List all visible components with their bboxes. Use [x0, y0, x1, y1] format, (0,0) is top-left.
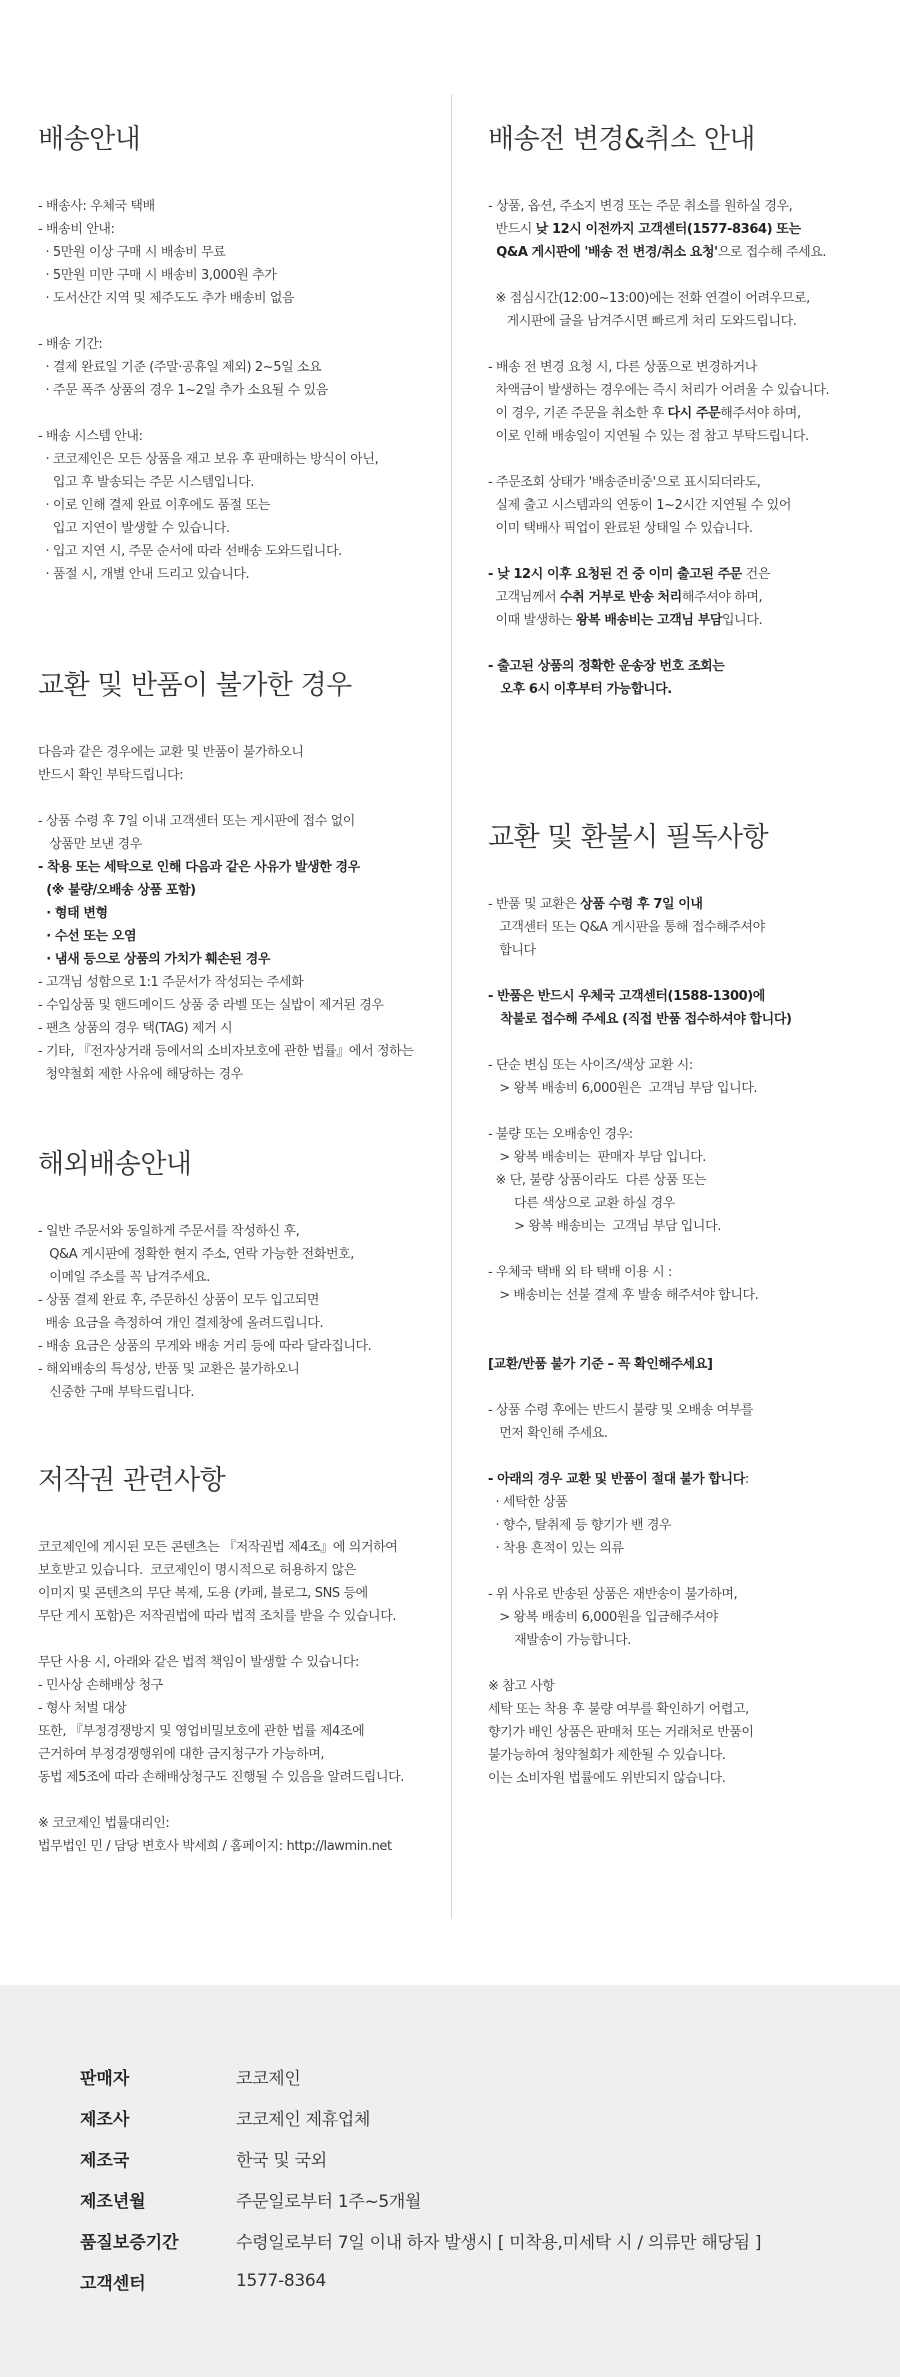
- line-segment: 반드시: [488, 222, 536, 237]
- section-body: [488, 893, 888, 1790]
- info-row-manufacture-date: [80, 2185, 421, 2213]
- line-segment: - 팬츠 상품의 경우 택(TAG) 제거 시: [38, 1021, 233, 1036]
- line-segment: - 민사상 손해배상 청구: [38, 1678, 163, 1693]
- line-segment: 코코제인에 게시된 모든 콘텐츠는 『저작권법 제4조』에 의거하여: [38, 1540, 398, 1555]
- line-segment: 건은: [741, 567, 771, 582]
- body-line: [38, 971, 438, 994]
- body-line: [38, 1812, 438, 1835]
- body-line: [488, 1261, 888, 1284]
- info-row-warranty: [80, 2226, 761, 2254]
- section-title: 배송전 변경&취소 안내: [488, 124, 755, 155]
- line-segment: :: [744, 1472, 749, 1487]
- line-segment: 이때 발생하는: [488, 613, 576, 628]
- blank-line: [488, 1376, 888, 1399]
- body-line: [488, 218, 888, 241]
- line-segment: 청약철회 제한 사유에 해당하는 경우: [38, 1067, 243, 1082]
- line-segment: 동법 제5조에 따라 손해배상청구도 진행될 수 있음을 알려드립니다.: [38, 1770, 404, 1785]
- line-segment: · 품절 시, 개별 안내 드리고 있습니다.: [38, 567, 250, 582]
- line-segment: - 기타, 『전자상거래 등에서의 소비자보호에 관한 법률』에서 정하는: [38, 1044, 414, 1059]
- section-body: [38, 195, 438, 586]
- body-line: [38, 879, 438, 902]
- body-line: [488, 1077, 888, 1100]
- body-line: [38, 448, 438, 471]
- line-segment: 으로 접수해 주세요.: [717, 245, 827, 260]
- line-segment: 상품 수령 후 7일 이내: [580, 897, 703, 912]
- body-line: [38, 1266, 438, 1289]
- line-segment: 세탁 또는 착용 후 불량 여부를 확인하기 어렵고,: [488, 1702, 749, 1717]
- body-line: [38, 925, 438, 948]
- line-segment: > 왕복 배송비는 고객님 부담 입니다.: [488, 1219, 721, 1234]
- body-line: [38, 994, 438, 1017]
- info-value: 한국 및 국외: [236, 2150, 327, 2171]
- body-line: [38, 563, 438, 586]
- line-segment: - 배송 기간:: [38, 337, 103, 352]
- body-line: [488, 1698, 888, 1721]
- info-value: 1577-8364: [236, 2271, 326, 2291]
- body-line: [38, 264, 438, 287]
- line-segment: 먼저 확인해 주세요.: [488, 1426, 608, 1441]
- line-segment: 법무법인 민 / 담당 변호사 박세희 / 홈페이지: http://lawmin.net: [38, 1839, 392, 1854]
- line-segment: 신중한 구매 부탁드립니다.: [38, 1385, 195, 1400]
- line-segment: 배송 요금을 측정하여 개인 결제창에 올려드립니다.: [38, 1316, 324, 1331]
- blank-line: [488, 264, 888, 287]
- line-segment: 근거하여 부정경쟁행위에 대한 금지청구가 가능하며,: [38, 1747, 325, 1762]
- info-label: 품질보증기간: [80, 2232, 179, 2253]
- body-line: [38, 1697, 438, 1720]
- line-segment: 수취 거부로 반송 처리: [560, 590, 682, 605]
- body-line: [38, 1017, 438, 1040]
- line-segment: - 불량 또는 오배송인 경우:: [488, 1127, 633, 1142]
- line-segment: 반드시 확인 부탁드립니다:: [38, 768, 184, 783]
- body-line: [488, 195, 888, 218]
- line-segment: · 수선 또는 오염: [38, 929, 137, 944]
- line-segment: 고객센터 또는 Q&A 게시판을 통해 접수해주셔야: [488, 920, 765, 935]
- line-segment: 이미 택배사 픽업이 완료된 상태일 수 있습니다.: [488, 521, 753, 536]
- blank-line: [38, 787, 438, 810]
- blank-line: [488, 333, 888, 356]
- section-body: [38, 1220, 438, 1404]
- body-line: [488, 402, 888, 425]
- body-line: [38, 1358, 438, 1381]
- body-line: [38, 1605, 438, 1628]
- body-line: [488, 471, 888, 494]
- body-line: [488, 563, 888, 586]
- info-value: 수령일로부터 7일 이내 하자 발생시 [ 미착용,미세탁 시 / 의류만 해당됨 ]: [236, 2232, 762, 2253]
- line-segment: - 배송 전 변경 요청 시, 다른 상품으로 변경하거나: [488, 360, 757, 375]
- line-segment: · 5만원 미만 구매 시 배송비 3,000원 추가: [38, 268, 277, 283]
- body-line: [38, 741, 438, 764]
- body-line: [488, 1629, 888, 1652]
- line-segment: - 낮 12시 이후 요청된 건 중 이미 출고된 주문: [488, 567, 742, 582]
- body-line: [488, 1353, 888, 1376]
- body-line: [488, 1468, 888, 1491]
- body-line: [38, 1040, 438, 1063]
- line-segment: · 주문 폭주 상품의 경우 1~2일 추가 소요될 수 있음: [38, 383, 328, 398]
- body-line: [38, 1335, 438, 1358]
- line-segment: 무단 게시 포함)은 저작권법에 따라 법적 조치를 받을 수 있습니다.: [38, 1609, 397, 1624]
- section-change-cancel: [488, 122, 888, 701]
- body-line: [38, 1835, 438, 1858]
- info-row-customer-center: [80, 2267, 326, 2295]
- section-overseas-shipping: [38, 1147, 438, 1404]
- line-segment: - 상품, 옵션, 주소지 변경 또는 주문 취소를 원하실 경우,: [488, 199, 793, 214]
- line-segment: - 우체국 택배 외 타 택배 이용 시 :: [488, 1265, 673, 1280]
- body-line: [488, 1146, 888, 1169]
- body-line: [38, 1063, 438, 1086]
- body-line: [38, 1651, 438, 1674]
- body-line: [38, 764, 438, 787]
- line-segment: Q&A 게시판에 정확한 현지 주소, 연락 가능한 전화번호,: [38, 1247, 355, 1262]
- body-line: [38, 833, 438, 856]
- body-line: [38, 241, 438, 264]
- body-line: [488, 1169, 888, 1192]
- body-line: [38, 425, 438, 448]
- line-segment: · 향수, 탈취제 등 향기가 밴 경우: [488, 1518, 672, 1533]
- body-line: [488, 678, 888, 701]
- line-segment: [교환/반품 불가 기준 – 꼭 확인해주세요]: [488, 1357, 713, 1372]
- body-line: [38, 195, 438, 218]
- line-segment: 다음과 같은 경우에는 교환 및 반품이 불가하오니: [38, 745, 304, 760]
- line-segment: - 출고된 상품의 정확한 운송장 번호 조회는: [488, 659, 725, 674]
- body-line: [488, 893, 888, 916]
- blank-line: [38, 310, 438, 333]
- body-line: [488, 1192, 888, 1215]
- line-segment: · 코코제인은 모든 상품을 재고 보유 후 판매하는 방식이 아닌,: [38, 452, 379, 467]
- body-line: [38, 287, 438, 310]
- info-value: 주문일로부터 1주~5개월: [236, 2191, 422, 2212]
- section-refund-notice: [488, 820, 888, 1790]
- body-line: [38, 1243, 438, 1266]
- line-segment: · 입고 지연 시, 주문 순서에 따라 선배송 도와드립니다.: [38, 544, 342, 559]
- blank-line: [38, 1628, 438, 1651]
- blank-line: [488, 1330, 888, 1353]
- blank-line: [488, 540, 888, 563]
- line-segment: - 해외배송의 특성상, 반품 및 교환은 불가하오니: [38, 1362, 300, 1377]
- info-value: 코코제인 제휴업체: [236, 2109, 371, 2130]
- body-line: [38, 540, 438, 563]
- body-line: [488, 655, 888, 678]
- line-segment: 왕복 배송비는 고객님 부담: [575, 613, 723, 628]
- body-line: [38, 471, 438, 494]
- line-segment: > 왕복 배송비는 판매자 부담 입니다.: [488, 1150, 707, 1165]
- body-line: [488, 425, 888, 448]
- line-segment: - 일반 주문서와 동일하게 주문서를 작성하신 후,: [38, 1224, 300, 1239]
- info-label: 제조년월: [80, 2191, 146, 2212]
- body-line: [488, 1399, 888, 1422]
- line-segment: · 착용 흔적이 있는 의류: [488, 1541, 624, 1556]
- section-title: 교환 및 환불시 필독사항: [488, 822, 769, 853]
- section-no-exchange: [38, 668, 438, 1086]
- line-segment: ※ 참고 사항: [488, 1679, 555, 1694]
- section-body: [488, 195, 888, 701]
- line-segment: > 왕복 배송비 6,000원을 입금해주셔야: [488, 1610, 718, 1625]
- blank-line: [488, 1652, 888, 1675]
- line-segment: 이메일 주소를 꼭 남겨주세요.: [38, 1270, 211, 1285]
- body-line: [488, 310, 888, 333]
- section-title: 해외배송안내: [38, 1149, 192, 1180]
- line-segment: 실제 출고 시스템과의 연동이 1~2시간 지연될 수 있어: [488, 498, 791, 513]
- line-segment: - 상품 수령 후에는 반드시 불량 및 오배송 여부를: [488, 1403, 754, 1418]
- line-segment: 오후 6시 이후부터 가능합니다.: [488, 682, 672, 697]
- line-segment: · 도서산간 지역 및 제주도도 추가 배송비 없음: [38, 291, 295, 306]
- line-segment: - 배송 요금은 상품의 무게와 배송 거리 등에 따라 달라집니다.: [38, 1339, 372, 1354]
- body-line: [488, 241, 888, 264]
- info-label: 제조국: [80, 2150, 130, 2171]
- body-line: [488, 1284, 888, 1307]
- blank-line: [488, 962, 888, 985]
- line-segment: > 배송비는 선불 결제 후 발송 해주셔야 합니다.: [488, 1288, 759, 1303]
- line-segment: 다시 주문: [667, 406, 721, 421]
- line-segment: > 왕복 배송비 6,000원은 고객님 부담 입니다.: [488, 1081, 758, 1096]
- line-segment: - 형사 처벌 대상: [38, 1701, 127, 1716]
- line-segment: - 배송 시스템 안내:: [38, 429, 143, 444]
- body-line: [488, 1606, 888, 1629]
- body-line: [488, 1054, 888, 1077]
- line-segment: 재발송이 가능합니다.: [488, 1633, 632, 1648]
- body-line: [488, 1008, 888, 1031]
- body-line: [488, 1491, 888, 1514]
- body-line: [488, 1583, 888, 1606]
- line-segment: · 형태 변형: [38, 906, 108, 921]
- info-label: 고객센터: [80, 2273, 146, 2294]
- body-line: [38, 333, 438, 356]
- blank-line: [488, 632, 888, 655]
- body-line: [38, 1582, 438, 1605]
- body-line: [488, 1123, 888, 1146]
- section-body: [38, 741, 438, 1086]
- line-segment: - 배송비 안내:: [38, 222, 115, 237]
- line-segment: - 단순 변심 또는 사이즈/색상 교환 시:: [488, 1058, 693, 1073]
- body-line: [488, 916, 888, 939]
- body-line: [488, 517, 888, 540]
- line-segment: Q&A 게시판에 '배송 전 변경/취소 요청': [488, 245, 718, 260]
- line-segment: · 세탁한 상품: [488, 1495, 568, 1510]
- body-line: [38, 1536, 438, 1559]
- line-segment: - 위 사유로 반송된 상품은 재반송이 불가하며,: [488, 1587, 738, 1602]
- line-segment: ※ 점심시간(12:00~13:00)에는 전화 연결이 어려우므로,: [488, 291, 810, 306]
- blank-line: [38, 402, 438, 425]
- line-segment: 또한, 『부정경쟁방지 및 영업비밀보호에 관한 법률 제4조에: [38, 1724, 365, 1739]
- line-segment: 착불로 접수해 주세요 (직접 반품 접수하셔야 합니다): [488, 1012, 792, 1027]
- body-line: [38, 1674, 438, 1697]
- body-line: [488, 287, 888, 310]
- line-segment: - 주문조회 상태가 '배송준비중'으로 표시되더라도,: [488, 475, 761, 490]
- body-line: [38, 1289, 438, 1312]
- line-segment: - 반품은 반드시 우체국 고객센터(1588-1300)에: [488, 989, 765, 1004]
- body-line: [38, 494, 438, 517]
- body-line: [38, 948, 438, 971]
- blank-line: [488, 1238, 888, 1261]
- line-segment: ※ 코코제인 법률대리인:: [38, 1816, 170, 1831]
- line-segment: ※ 단, 불량 상품이라도 다른 상품 또는: [488, 1173, 707, 1188]
- blank-line: [38, 1789, 438, 1812]
- info-label: 제조사: [80, 2109, 130, 2130]
- line-segment: 입고 지연이 발생할 수 있습니다.: [38, 521, 230, 536]
- body-line: [488, 586, 888, 609]
- line-segment: 상품만 보낸 경우: [38, 837, 142, 852]
- section-copyright: [38, 1463, 438, 1858]
- body-line: [38, 810, 438, 833]
- body-line: [38, 1312, 438, 1335]
- line-segment: 무단 사용 시, 아래와 같은 법적 책임이 발생할 수 있습니다:: [38, 1655, 359, 1670]
- line-segment: · 냄새 등으로 상품의 가치가 훼손된 경우: [38, 952, 271, 967]
- section-title: 교환 및 반품이 불가한 경우: [38, 670, 352, 701]
- info-row-manufacturer: [80, 2103, 370, 2131]
- blank-line: [488, 1031, 888, 1054]
- line-segment: 향기가 배인 상품은 판매처 또는 거래처로 반품이: [488, 1725, 754, 1740]
- product-info-panel: [0, 1985, 900, 2377]
- blank-line: [488, 1445, 888, 1468]
- line-segment: 고객님께서: [488, 590, 560, 605]
- info-row-country: [80, 2144, 327, 2172]
- line-segment: 입고 후 발송되는 주문 시스템입니다.: [38, 475, 254, 490]
- info-row-seller: [80, 2062, 301, 2090]
- body-line: [488, 1744, 888, 1767]
- body-line: [488, 1767, 888, 1790]
- body-line: [38, 517, 438, 540]
- body-line: [38, 1381, 438, 1404]
- line-segment: - 배송사: 우체국 택배: [38, 199, 155, 214]
- line-segment: - 착용 또는 세탁으로 인해 다음과 같은 사유가 발생한 경우: [38, 860, 360, 875]
- line-segment: · 결제 완료일 기준 (주말·공휴일 제외) 2~5일 소요: [38, 360, 322, 375]
- blank-line: [488, 1307, 888, 1330]
- body-line: [38, 1220, 438, 1243]
- line-segment: 다른 색상으로 교환 하실 경우: [488, 1196, 675, 1211]
- line-segment: - 고객님 성함으로 1:1 주문서가 작성되는 주세화: [38, 975, 304, 990]
- body-line: [488, 1514, 888, 1537]
- blank-line: [488, 1100, 888, 1123]
- line-segment: 불가능하여 청약철회가 제한될 수 있습니다.: [488, 1748, 726, 1763]
- line-segment: 해주셔야 하며,: [720, 406, 801, 421]
- blank-line: [488, 448, 888, 471]
- line-segment: 입니다.: [722, 613, 763, 628]
- body-line: [488, 1537, 888, 1560]
- line-segment: 해주셔야 하며,: [681, 590, 763, 605]
- body-line: [38, 1743, 438, 1766]
- section-body: [38, 1536, 438, 1858]
- body-line: [38, 902, 438, 925]
- body-line: [488, 985, 888, 1008]
- line-segment: 이미지 및 콘텐츠의 무단 복제, 도용 (카페, 블로그, SNS 등에: [38, 1586, 368, 1601]
- body-line: [38, 856, 438, 879]
- body-line: [488, 1675, 888, 1698]
- body-line: [488, 1721, 888, 1744]
- body-line: [38, 1720, 438, 1743]
- blank-line: [488, 1560, 888, 1583]
- body-line: [38, 379, 438, 402]
- column-divider: [451, 94, 452, 1919]
- line-segment: 이 경우, 기존 주문을 취소한 후: [488, 406, 668, 421]
- line-segment: · 이로 인해 결제 완료 이후에도 품절 또는: [38, 498, 270, 513]
- line-segment: - 상품 수령 후 7일 이내 고객센터 또는 게시판에 접수 없이: [38, 814, 355, 829]
- line-segment: - 아래의 경우 교환 및 반품이 절대 불가 합니다: [488, 1472, 745, 1487]
- line-segment: 낮 12시 이전까지 고객센터(1577-8364) 또는: [535, 222, 801, 237]
- section-title: 배송안내: [38, 124, 141, 155]
- body-line: [38, 1766, 438, 1789]
- body-line: [38, 1559, 438, 1582]
- line-segment: 보호받고 있습니다. 코코제인이 명시적으로 허용하지 않은: [38, 1563, 356, 1578]
- info-value: 코코제인: [236, 2068, 301, 2089]
- line-segment: 이로 인해 배송일이 지연될 수 있는 점 참고 부탁드립니다.: [488, 429, 809, 444]
- body-line: [488, 1422, 888, 1445]
- line-segment: (※ 불량/오배송 상품 포함): [38, 883, 196, 898]
- section-title: 저작권 관련사항: [38, 1465, 226, 1496]
- section-shipping-info: [38, 122, 438, 586]
- body-line: [488, 356, 888, 379]
- line-segment: · 5만원 이상 구매 시 배송비 무료: [38, 245, 226, 260]
- body-line: [488, 379, 888, 402]
- body-line: [488, 1215, 888, 1238]
- body-line: [488, 939, 888, 962]
- line-segment: 차액금이 발생하는 경우에는 즉시 처리가 어려울 수 있습니다.: [488, 383, 830, 398]
- body-line: [488, 609, 888, 632]
- line-segment: - 수입상품 및 핸드메이드 상품 중 라벨 또는 실밥이 제거된 경우: [38, 998, 384, 1013]
- line-segment: - 상품 결제 완료 후, 주문하신 상품이 모두 입고되면: [38, 1293, 320, 1308]
- line-segment: 게시판에 글을 남겨주시면 빠르게 처리 도와드립니다.: [488, 314, 797, 329]
- body-line: [38, 218, 438, 241]
- info-label: 판매자: [80, 2068, 130, 2089]
- body-line: [488, 494, 888, 517]
- line-segment: 이는 소비자원 법률에도 위반되지 않습니다.: [488, 1771, 726, 1786]
- line-segment: - 반품 및 교환은: [488, 897, 581, 912]
- line-segment: 합니다: [488, 943, 536, 958]
- body-line: [38, 356, 438, 379]
